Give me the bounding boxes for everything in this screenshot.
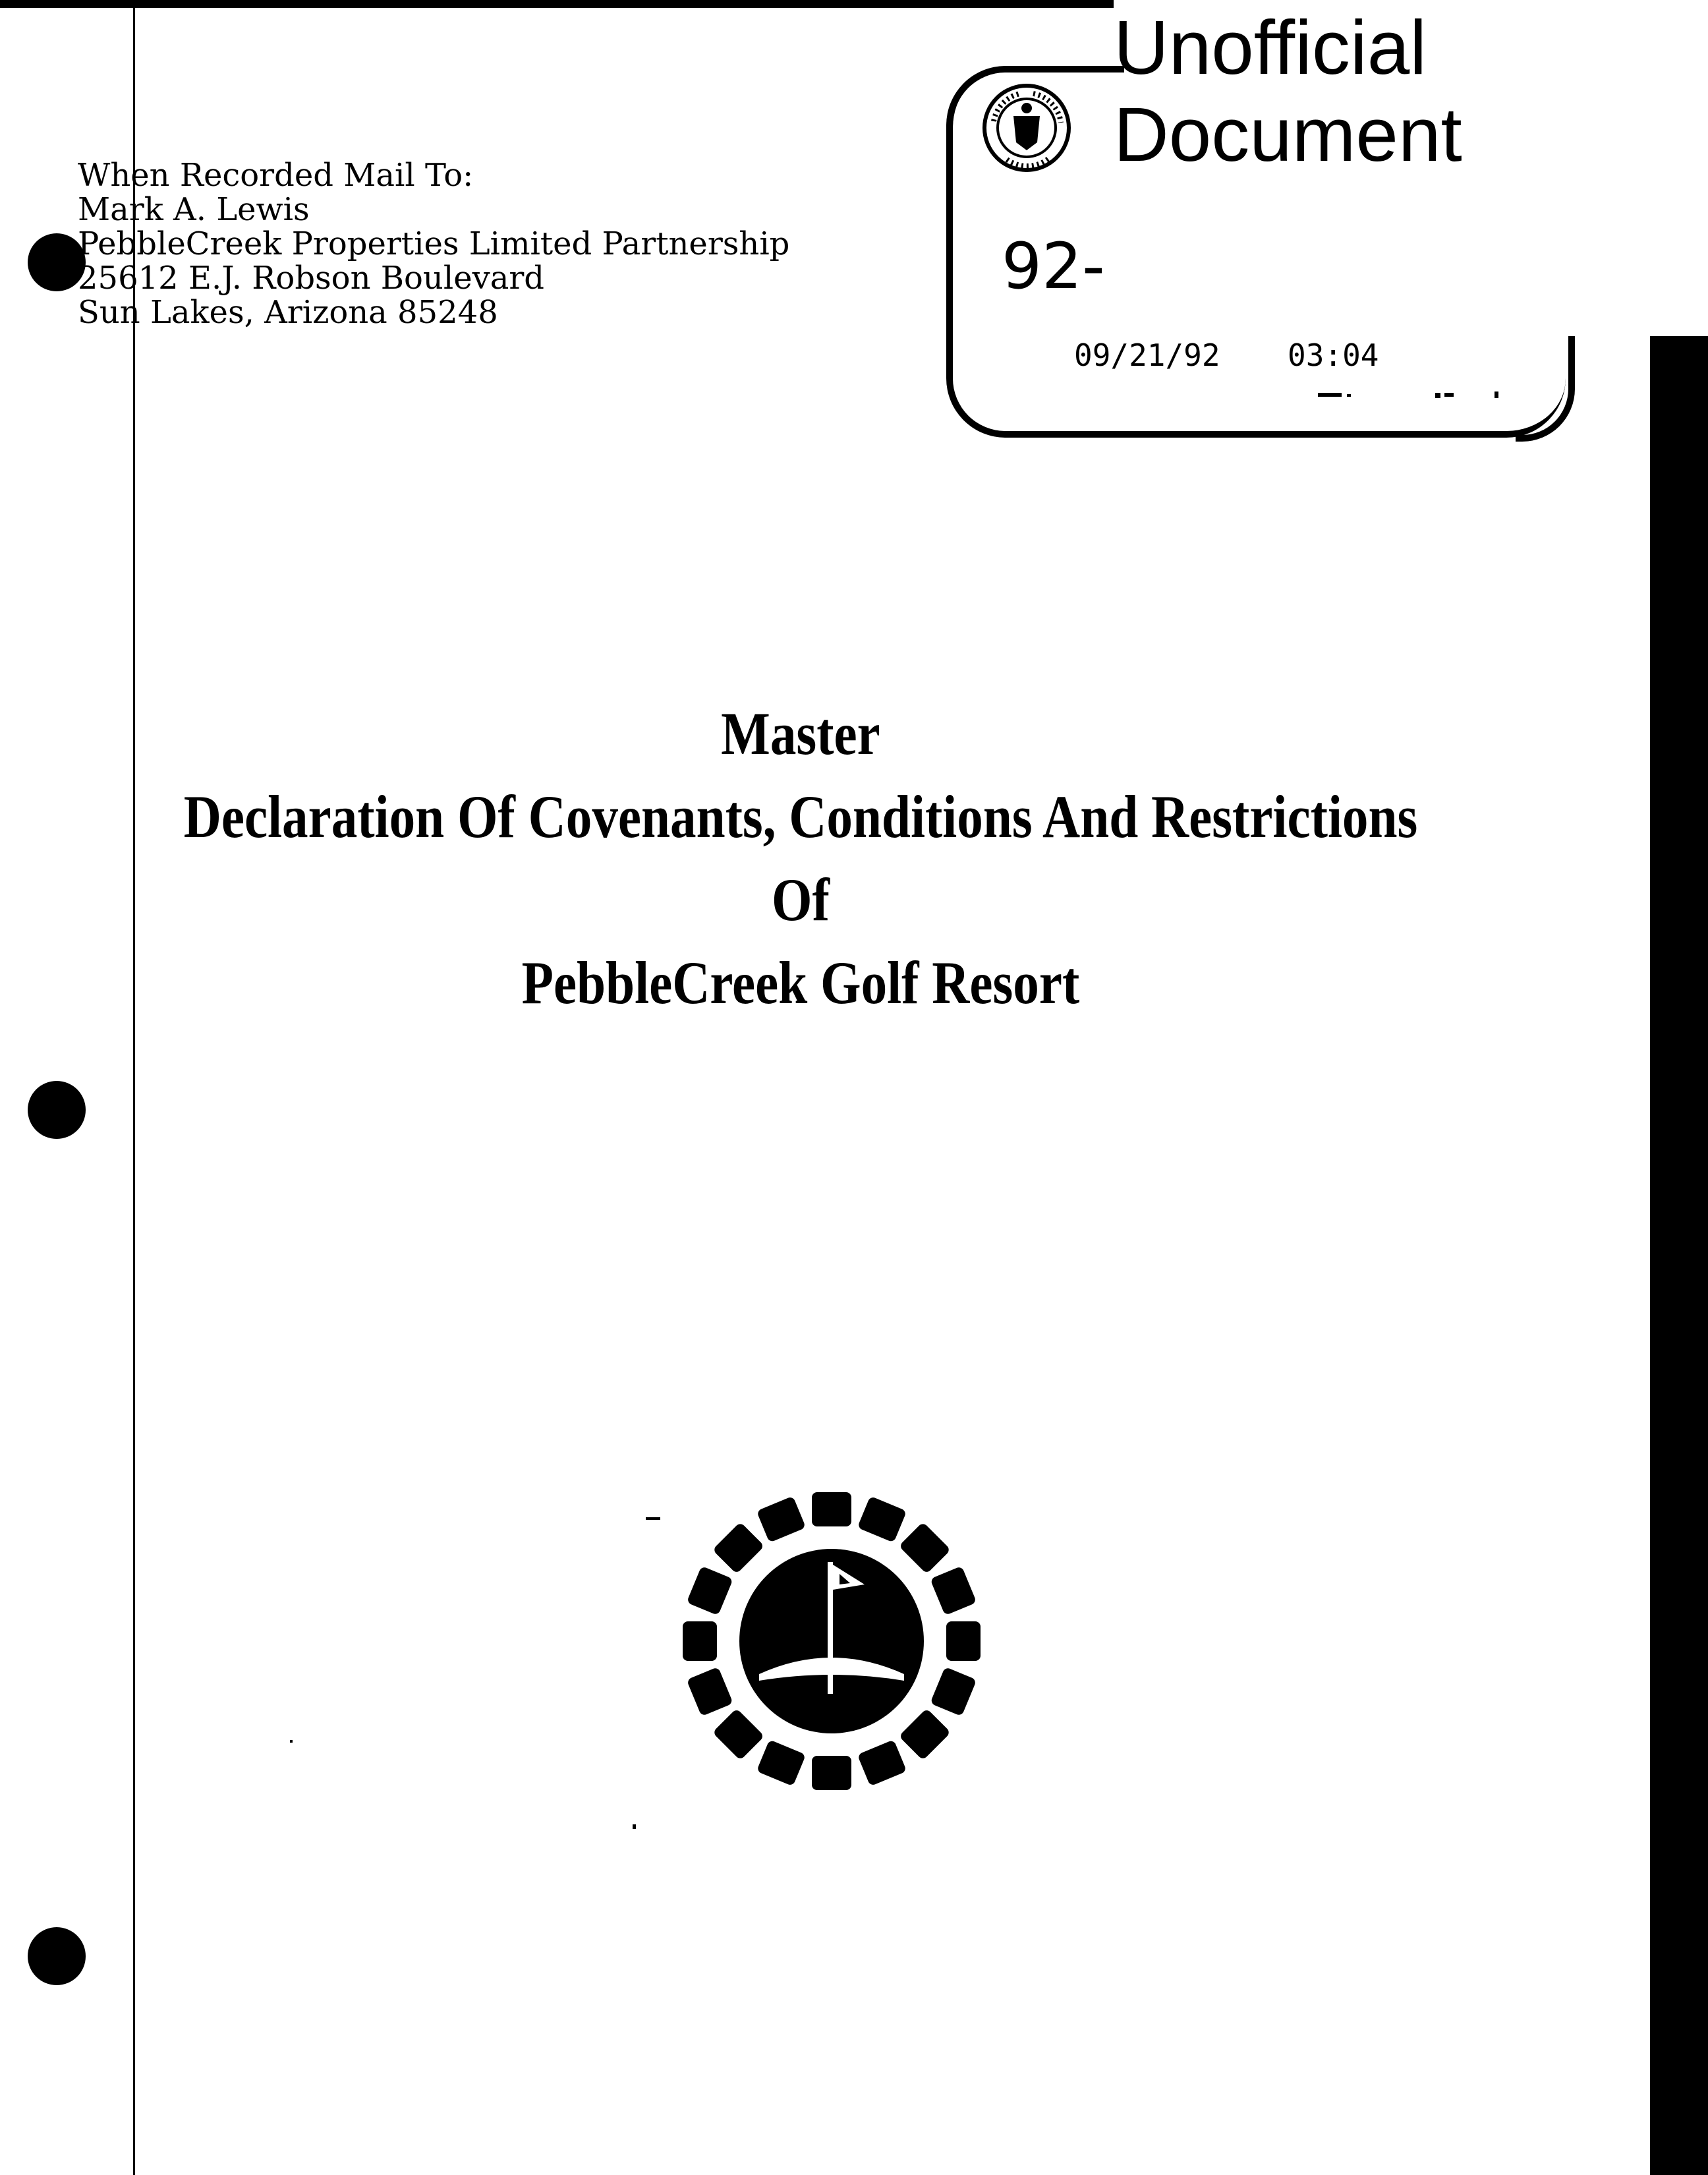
punch-hole [28, 233, 86, 291]
mailing-address-company: PebbleCreek Properties Limited Partnership [78, 225, 790, 262]
mailing-address-heading: When Recorded Mail To: [78, 157, 474, 194]
pebble-block [683, 1621, 717, 1661]
punch-hole [28, 1081, 86, 1139]
recording-time: 03:04 [1288, 337, 1379, 373]
pebble-block [812, 1756, 851, 1790]
document-title [112, 692, 1489, 1024]
recording-number: 92- [1002, 229, 1105, 303]
pebble-block [812, 1492, 851, 1526]
mailing-address-name: Mark A. Lewis [78, 191, 310, 228]
recording-stamp-border-right [1516, 336, 1575, 442]
pebble-block [899, 1708, 951, 1760]
scan-speck [290, 1740, 293, 1743]
pebble-block [899, 1522, 951, 1574]
scan-top-rule [0, 0, 1114, 8]
pebble-block [687, 1566, 733, 1615]
scan-right-edge [1650, 336, 1708, 2175]
watermark-line-1: Unofficial [1114, 5, 1427, 90]
title-line-1: Master [721, 700, 880, 767]
pebble-block [756, 1739, 806, 1786]
golf-flag-logo-icon [667, 1476, 996, 1806]
pebble-block [946, 1621, 981, 1661]
county-seal-icon [981, 82, 1073, 174]
scan-speck [633, 1824, 636, 1829]
mailing-address-street: 25612 E.J. Robson Boulevard [78, 260, 544, 297]
pebble-block [930, 1566, 977, 1615]
pebble-block [857, 1496, 907, 1543]
recording-date: 09/21/92 [1074, 337, 1220, 373]
unofficial-document-watermark [1114, 4, 1462, 178]
watermark-line-2: Document [1114, 92, 1462, 177]
pebble-block [857, 1739, 907, 1786]
punch-hole [28, 1927, 86, 1985]
scan-speck [646, 1517, 660, 1520]
stamp-fine-print [1318, 390, 1509, 401]
mailing-address-block [78, 158, 789, 330]
pebble-block [712, 1708, 764, 1760]
title-line-4: PebbleCreek Golf Resort [521, 949, 1080, 1016]
title-line-3: Of [772, 866, 830, 933]
pebble-block [756, 1496, 806, 1543]
title-line-2: Declaration Of Covenants, Conditions And Restrictions [183, 783, 1418, 850]
pebble-block [930, 1667, 977, 1716]
pebble-block [712, 1522, 764, 1574]
pebble-block [687, 1667, 733, 1716]
mailing-address-city: Sun Lakes, Arizona 85248 [78, 294, 498, 331]
